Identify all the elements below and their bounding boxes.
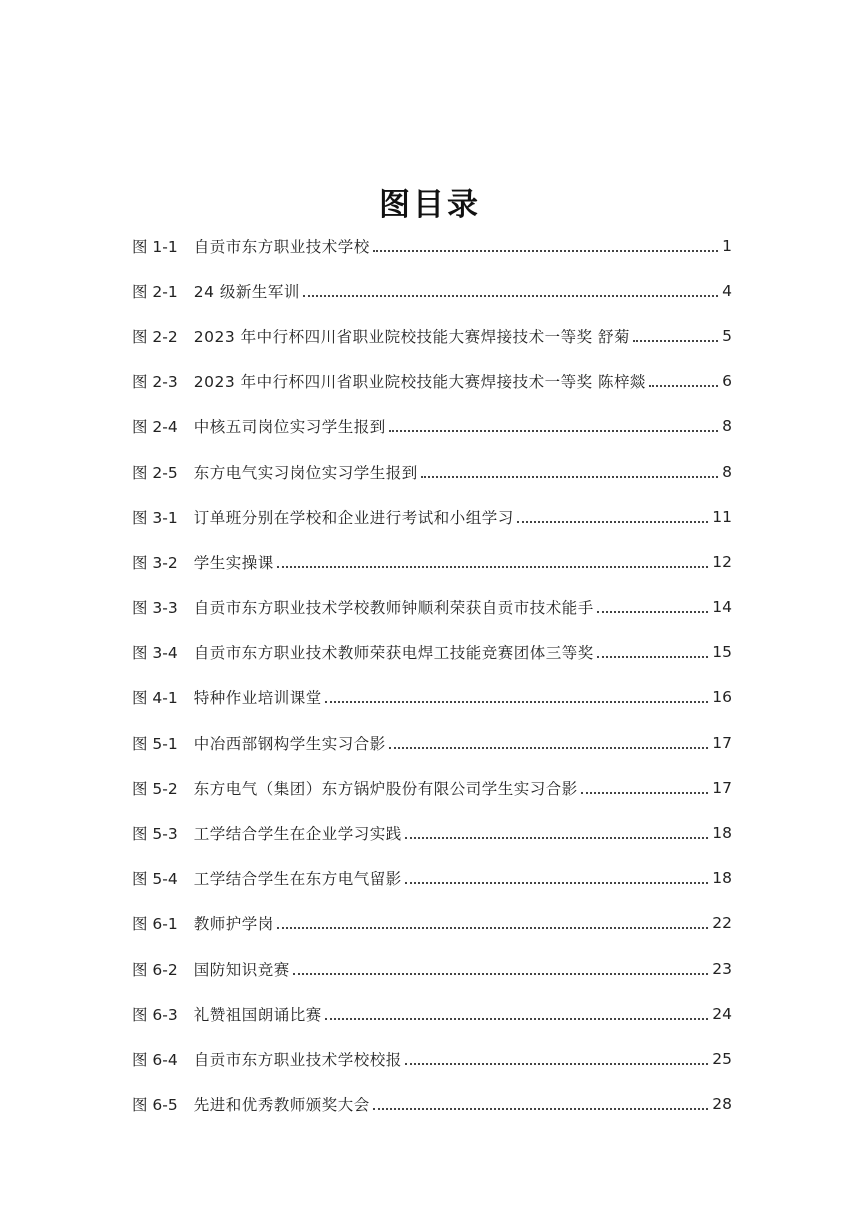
figure-caption: 礼赞祖国朗诵比赛 [193, 1005, 322, 1024]
figure-label: 图 5-4 [132, 870, 178, 889]
figure-caption: 自贡市东方职业技术学校 [193, 237, 370, 256]
dot-leader [405, 837, 709, 839]
dot-leader [389, 747, 709, 749]
figure-label: 图 6-4 [132, 1050, 178, 1069]
dot-leader [581, 792, 709, 794]
figure-caption: 中冶西部钢构学生实习合影 [193, 734, 386, 753]
dot-leader [633, 340, 718, 342]
figure-page-number: 18 [712, 824, 732, 843]
dot-leader [597, 611, 709, 613]
figure-entry[interactable] [132, 810, 732, 855]
figure-label: 图 3-2 [132, 553, 178, 572]
dot-leader [373, 1108, 709, 1110]
figure-page-number: 14 [712, 598, 732, 617]
figure-entry[interactable] [132, 539, 732, 584]
figure-page-number: 8 [722, 462, 732, 481]
figure-label: 图 6-1 [132, 915, 178, 934]
figure-caption: 教师护学岗 [193, 915, 274, 934]
figure-caption: 工学结合学生在东方电气留影 [193, 870, 402, 889]
figure-list [132, 223, 732, 1127]
figure-page-number: 1 [722, 236, 732, 255]
dot-leader [293, 973, 709, 975]
figure-label: 图 3-4 [132, 644, 178, 663]
figure-caption: 学生实操课 [193, 553, 274, 572]
dot-leader [649, 385, 718, 387]
figure-caption: 中核五司岗位实习学生报到 [193, 418, 386, 437]
figure-caption: 2023 年中行杯四川省职业院校技能大赛焊接技术一等奖 舒菊 [193, 327, 631, 346]
figure-page-number: 22 [712, 914, 732, 933]
figure-entry[interactable] [132, 223, 732, 268]
dot-leader [421, 476, 718, 478]
figure-caption: 自贡市东方职业技术学校教师钟顺利荣获自贡市技术能手 [193, 599, 594, 618]
figure-entry[interactable] [132, 901, 732, 946]
figure-entry[interactable] [132, 494, 732, 539]
figure-caption: 2023 年中行杯四川省职业院校技能大赛焊接技术一等奖 陈梓燚 [193, 373, 647, 392]
dot-leader [373, 250, 718, 252]
figure-entry[interactable] [132, 268, 732, 313]
dot-leader [277, 566, 709, 568]
figure-entry[interactable] [132, 449, 732, 494]
figure-page-number: 6 [722, 372, 732, 391]
figure-entry[interactable] [132, 359, 732, 404]
figure-page-number: 5 [722, 326, 732, 345]
figure-label: 图 2-4 [132, 418, 178, 437]
figure-label: 图 3-1 [132, 508, 178, 527]
dot-leader [597, 656, 709, 658]
figure-entry[interactable] [132, 765, 732, 810]
dot-leader [277, 927, 709, 929]
figure-page-number: 18 [712, 869, 732, 888]
figure-label: 图 5-2 [132, 779, 178, 798]
figure-label: 图 2-3 [132, 373, 178, 392]
figure-entry[interactable] [132, 630, 732, 675]
figure-page-number: 8 [722, 417, 732, 436]
figure-page-number: 12 [712, 552, 732, 571]
figure-caption: 自贡市东方职业技术教师荣获电焊工技能竞赛团体三等奖 [193, 644, 594, 663]
figure-page-number: 4 [722, 281, 732, 300]
figure-entry[interactable] [132, 313, 732, 358]
figure-label: 图 2-1 [132, 282, 178, 301]
figure-page-number: 16 [712, 688, 732, 707]
figure-label: 图 3-3 [132, 599, 178, 618]
figure-label: 图 2-2 [132, 327, 178, 346]
figure-entry[interactable] [132, 946, 732, 991]
figure-label: 图 5-1 [132, 734, 178, 753]
figure-entry[interactable] [132, 1036, 732, 1081]
figure-page-number: 17 [712, 778, 732, 797]
figure-caption: 工学结合学生在企业学习实践 [193, 825, 402, 844]
figure-page-number: 17 [712, 733, 732, 752]
figure-entry[interactable] [132, 991, 732, 1036]
figure-page-number: 23 [712, 959, 732, 978]
dot-leader [517, 521, 709, 523]
figure-caption: 自贡市东方职业技术学校校报 [193, 1050, 402, 1069]
figure-caption: 东方电气（集团）东方锅炉股份有限公司学生实习合影 [193, 779, 578, 798]
dot-leader [405, 882, 709, 884]
dot-leader [389, 430, 718, 432]
dot-leader [303, 295, 718, 297]
figure-caption: 东方电气实习岗位实习学生报到 [193, 463, 418, 482]
figure-label: 图 2-5 [132, 463, 178, 482]
figure-page-number: 15 [712, 643, 732, 662]
figure-entry[interactable] [132, 856, 732, 901]
figure-caption: 订单班分别在学校和企业进行考试和小组学习 [193, 508, 514, 527]
figure-caption: 国防知识竞赛 [193, 960, 290, 979]
figure-page-number: 24 [712, 1004, 732, 1023]
figure-entry[interactable] [132, 1082, 732, 1127]
figure-label: 图 1-1 [132, 237, 178, 256]
figure-entry[interactable] [132, 720, 732, 765]
figure-entry[interactable] [132, 585, 732, 630]
figure-page-number: 11 [712, 507, 732, 526]
figure-page-number: 28 [712, 1095, 732, 1114]
figure-label: 图 6-3 [132, 1005, 178, 1024]
figure-caption: 24 级新生军训 [193, 282, 300, 301]
figure-label: 图 5-3 [132, 825, 178, 844]
dot-leader [325, 1018, 709, 1020]
figure-label: 图 6-5 [132, 1096, 178, 1115]
figure-caption: 先进和优秀教师颁奖大会 [193, 1096, 370, 1115]
figure-entry[interactable] [132, 404, 732, 449]
dot-leader [405, 1063, 709, 1065]
figure-page-number: 25 [712, 1049, 732, 1068]
dot-leader [325, 701, 709, 703]
figure-entry[interactable] [132, 675, 732, 720]
figure-label: 图 6-2 [132, 960, 178, 979]
figure-label: 图 4-1 [132, 689, 178, 708]
page-title: 图目录 [379, 186, 481, 223]
figure-caption: 特种作业培训课堂 [193, 689, 322, 708]
